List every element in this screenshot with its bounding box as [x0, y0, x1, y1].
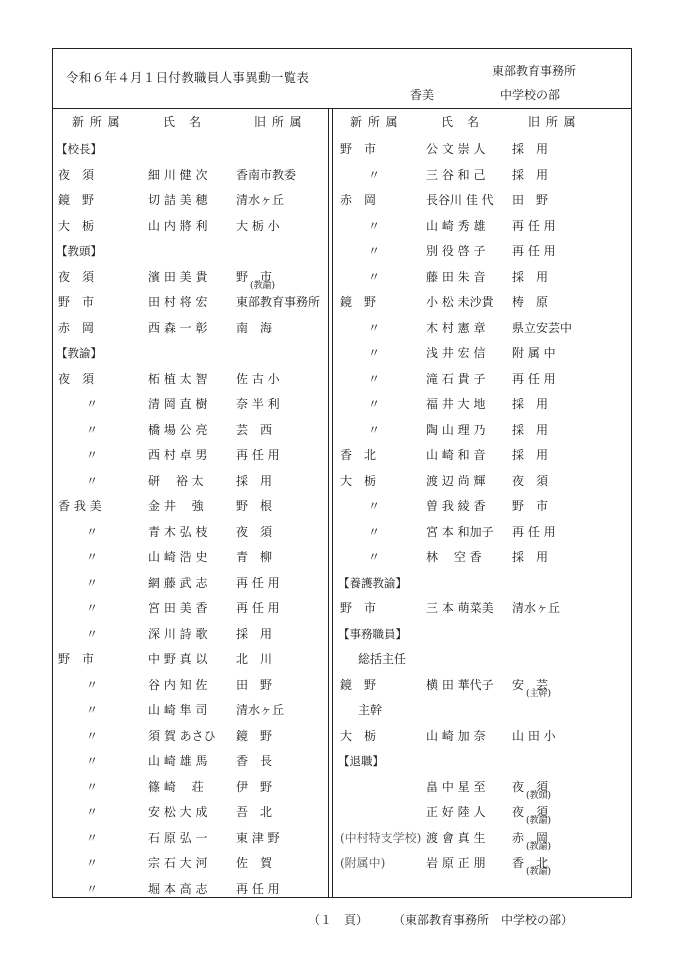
- old-affiliation: 田 野: [512, 193, 549, 207]
- person-name: 渡 會 真 生: [426, 831, 486, 845]
- person-name: 横 田 華代子: [426, 678, 494, 692]
- new-affiliation: 〃: [86, 576, 99, 590]
- person-name: 陶 山 理 乃: [426, 423, 486, 437]
- new-affiliation: 〃: [86, 474, 99, 488]
- old-affiliation: 南 海: [236, 321, 273, 335]
- person-name: 正 好 陸 人: [426, 805, 486, 819]
- new-affiliation: 〃: [86, 627, 99, 641]
- person-name: 小 松 未沙貴: [426, 295, 494, 309]
- person-name: 宮 田 美 香: [148, 601, 208, 615]
- category-label: 【事務職員】: [338, 627, 407, 641]
- person-name: 岩 原 正 朋: [426, 856, 486, 870]
- new-affiliation: 〃: [86, 703, 99, 717]
- former-position-note: (教諭): [526, 842, 552, 852]
- old-affiliation: 再 任 用: [236, 448, 280, 462]
- new-affiliation: 夜 須: [58, 168, 95, 182]
- old-affiliation: 安 芸: [512, 678, 549, 692]
- former-position-note: (主幹): [526, 689, 552, 699]
- new-affiliation: 〃: [86, 423, 99, 437]
- new-affiliation: 〃: [86, 601, 99, 615]
- new-affiliation: 野 市: [340, 142, 377, 156]
- category-label: 【教頭】: [56, 244, 102, 258]
- new-affiliation: 〃: [368, 346, 381, 360]
- person-name: 山 崎 浩 史: [148, 550, 208, 564]
- new-affiliation: 野 市: [58, 295, 95, 309]
- former-position-note: (教頭): [526, 791, 552, 801]
- person-name: 別 役 啓 子: [426, 244, 486, 258]
- new-affiliation: 〃: [368, 372, 381, 386]
- category-label: 【校長】: [56, 142, 102, 156]
- old-affiliation: 佐 賀: [236, 856, 273, 870]
- old-affiliation: 採 用: [512, 270, 549, 284]
- old-affiliation: 梼 原: [512, 295, 549, 309]
- old-affiliation: 奈 半 利: [236, 397, 280, 411]
- left-header-old: 旧 所 属: [254, 115, 303, 129]
- new-affiliation: 〃: [368, 219, 381, 233]
- new-affiliation: (附属中): [340, 856, 386, 870]
- old-affiliation: 附 属 中: [512, 346, 556, 360]
- person-name: 公 文 崇 人: [426, 142, 486, 156]
- region-name: 香美: [410, 88, 435, 102]
- new-affiliation: 〃: [86, 729, 99, 743]
- person-name: 網 藤 武 志: [148, 576, 208, 590]
- new-affiliation: 〃: [86, 754, 99, 768]
- new-affiliation: 〃: [86, 525, 99, 539]
- person-name: 山 崎 隼 司: [148, 703, 208, 717]
- new-affiliation: 鏡 野: [340, 295, 377, 309]
- person-name: 山 内 將 利: [148, 219, 208, 233]
- old-affiliation: 再 任 用: [236, 601, 280, 615]
- person-name: 柘 植 太 智: [148, 372, 208, 386]
- old-affiliation: 香南市教委: [236, 168, 297, 182]
- old-affiliation: 採 用: [512, 168, 549, 182]
- position-label: 主幹: [358, 703, 383, 717]
- new-affiliation: 鏡 野: [58, 193, 95, 207]
- old-affiliation: 採 用: [236, 474, 273, 488]
- new-affiliation: 夜 須: [58, 270, 95, 284]
- person-name: 木 村 憲 章: [426, 321, 486, 335]
- section-name: 中学校の部: [499, 88, 560, 102]
- new-affiliation: 〃: [86, 856, 99, 870]
- old-affiliation: 東部教育事務所: [236, 295, 321, 309]
- new-affiliation: 〃: [86, 805, 99, 819]
- old-affiliation: 伊 野: [236, 780, 273, 794]
- new-affiliation: 〃: [86, 448, 99, 462]
- old-affiliation: 夜 須: [512, 780, 549, 794]
- old-affiliation: 夜 須: [512, 474, 549, 488]
- old-affiliation: 吾 北: [236, 805, 273, 819]
- old-affiliation: 赤 岡: [512, 831, 549, 845]
- category-label: 【教諭】: [56, 346, 102, 360]
- person-name: 藤 田 朱 音: [426, 270, 486, 284]
- footer-label: （東部教育事務所 中学校の部）: [393, 913, 574, 927]
- old-affiliation: 採 用: [512, 550, 549, 564]
- new-affiliation: 〃: [86, 678, 99, 692]
- new-affiliation: 香 北: [340, 448, 377, 462]
- new-affiliation: 〃: [368, 397, 381, 411]
- new-affiliation: 〃: [368, 423, 381, 437]
- person-name: 宮 本 和加子: [426, 525, 494, 539]
- new-affiliation: 鏡 野: [340, 678, 377, 692]
- new-affiliation: 〃: [86, 882, 99, 896]
- old-affiliation: 鏡 野: [236, 729, 273, 743]
- person-name: 切 詰 美 穂: [148, 193, 208, 207]
- old-affiliation: 香 北: [512, 856, 549, 870]
- person-name: 山 崎 秀 雄: [426, 219, 486, 233]
- person-name: 須 賀 あさひ: [148, 729, 216, 743]
- new-affiliation: (中村特支学校): [340, 831, 422, 845]
- former-position-note: (教諭): [526, 816, 552, 826]
- old-affiliation: 再 任 用: [512, 244, 556, 258]
- right-header-new: 新 所 属: [350, 115, 399, 129]
- new-affiliation: 野 市: [58, 652, 95, 666]
- old-affiliation: 再 任 用: [236, 882, 280, 896]
- person-name: 安 松 大 成: [148, 805, 208, 819]
- new-affiliation: 〃: [86, 780, 99, 794]
- old-affiliation: 再 任 用: [512, 525, 556, 539]
- person-name: 研 裕 太: [148, 474, 204, 488]
- old-affiliation: 清水ヶ丘: [236, 193, 285, 207]
- old-affiliation: 夜 須: [512, 805, 549, 819]
- new-affiliation: 夜 須: [58, 372, 95, 386]
- header-separator: [52, 108, 632, 109]
- page-number: （１ 頁）: [308, 913, 369, 927]
- former-position-note: (教諭): [526, 867, 552, 877]
- category-label: 【退職】: [338, 754, 384, 768]
- right-header-old: 旧 所 属: [528, 115, 577, 129]
- person-name: 三 谷 和 己: [426, 168, 486, 182]
- column-divider-left: [328, 109, 329, 898]
- new-affiliation: 〃: [368, 244, 381, 258]
- position-label: 総括主任: [358, 652, 407, 666]
- new-affiliation: 〃: [86, 397, 99, 411]
- new-affiliation: 〃: [86, 550, 99, 564]
- old-affiliation: 野 市: [236, 270, 273, 284]
- office-name: 東部教育事務所: [492, 64, 577, 78]
- category-label: 【養護教諭】: [338, 576, 407, 590]
- old-affiliation: 県立安芸中: [512, 321, 573, 335]
- person-name: 畠 中 星 至: [426, 780, 486, 794]
- person-name: 濱 田 美 貴: [148, 270, 208, 284]
- new-affiliation: 〃: [368, 550, 381, 564]
- old-affiliation: 芸 西: [236, 423, 273, 437]
- person-name: 橋 場 公 亮: [148, 423, 208, 437]
- old-affiliation: 北 川: [236, 652, 273, 666]
- person-name: 金 井 強: [148, 499, 204, 513]
- person-name: 田 村 将 宏: [148, 295, 208, 309]
- document-title: 令和６年４月１日付教職員人事異動一覧表: [66, 70, 310, 85]
- old-affiliation: 東 津 野: [236, 831, 280, 845]
- person-name: 宗 石 大 河: [148, 856, 208, 870]
- person-name: 長谷川 佳 代: [426, 193, 494, 207]
- new-affiliation: 〃: [368, 321, 381, 335]
- old-affiliation: 清水ヶ丘: [512, 601, 561, 615]
- old-affiliation: 夜 須: [236, 525, 273, 539]
- person-name: 清 岡 直 樹: [148, 397, 208, 411]
- person-name: 林 空 香: [426, 550, 482, 564]
- old-affiliation: 再 任 用: [236, 576, 280, 590]
- new-affiliation: 赤 岡: [340, 193, 377, 207]
- old-affiliation: 野 根: [236, 499, 273, 513]
- person-name: 山 崎 和 音: [426, 448, 486, 462]
- person-name: 曽 我 綾 香: [426, 499, 486, 513]
- new-affiliation: 大 栃: [58, 219, 95, 233]
- new-affiliation: 赤 岡: [58, 321, 95, 335]
- old-affiliation: 採 用: [512, 397, 549, 411]
- left-header-new: 新 所 属: [72, 115, 121, 129]
- new-affiliation: 〃: [368, 270, 381, 284]
- new-affiliation: 〃: [368, 525, 381, 539]
- left-header-name: 氏 名: [163, 115, 203, 129]
- person-name: 谷 内 知 佐: [148, 678, 208, 692]
- person-name: 西 森 一 彰: [148, 321, 208, 335]
- new-affiliation: 〃: [86, 831, 99, 845]
- old-affiliation: 採 用: [512, 448, 549, 462]
- person-name: 渡 辺 尚 輝: [426, 474, 486, 488]
- old-affiliation: 再 任 用: [512, 219, 556, 233]
- person-name: 堀 本 高 志: [148, 882, 208, 896]
- person-name: 山 崎 雄 馬: [148, 754, 208, 768]
- old-affiliation: 採 用: [512, 142, 549, 156]
- new-affiliation: 野 市: [340, 601, 377, 615]
- new-affiliation: 〃: [368, 499, 381, 513]
- person-name: 福 井 大 地: [426, 397, 486, 411]
- person-name: 細 川 健 次: [148, 168, 208, 182]
- old-affiliation: 田 野: [236, 678, 273, 692]
- new-affiliation: 〃: [368, 168, 381, 182]
- new-affiliation: 大 栃: [340, 474, 377, 488]
- person-name: 石 原 弘 一: [148, 831, 208, 845]
- person-name: 篠 崎 荘: [148, 780, 204, 794]
- person-name: 浅 井 宏 信: [426, 346, 486, 360]
- old-affiliation: 清水ヶ丘: [236, 703, 285, 717]
- person-name: 深 川 詩 歌: [148, 627, 208, 641]
- former-position-note: (教諭): [250, 281, 276, 291]
- person-name: 中 野 真 以: [148, 652, 208, 666]
- old-affiliation: 山 田 小: [512, 729, 556, 743]
- old-affiliation: 香 長: [236, 754, 273, 768]
- old-affiliation: 野 市: [512, 499, 549, 513]
- old-affiliation: 青 柳: [236, 550, 273, 564]
- new-affiliation: 香 我 美: [58, 499, 102, 513]
- person-name: 三 本 萌菜美: [426, 601, 494, 615]
- old-affiliation: 再 任 用: [512, 372, 556, 386]
- person-name: 青 木 弘 枝: [148, 525, 208, 539]
- old-affiliation: 大 栃 小: [236, 219, 280, 233]
- old-affiliation: 佐 古 小: [236, 372, 280, 386]
- right-header-name: 氏 名: [441, 115, 481, 129]
- column-divider-right: [332, 109, 333, 898]
- person-name: 山 崎 加 奈: [426, 729, 486, 743]
- old-affiliation: 採 用: [236, 627, 273, 641]
- person-name: 滝 石 貴 子: [426, 372, 486, 386]
- old-affiliation: 採 用: [512, 423, 549, 437]
- new-affiliation: 大 栃: [340, 729, 377, 743]
- person-name: 西 村 卓 男: [148, 448, 208, 462]
